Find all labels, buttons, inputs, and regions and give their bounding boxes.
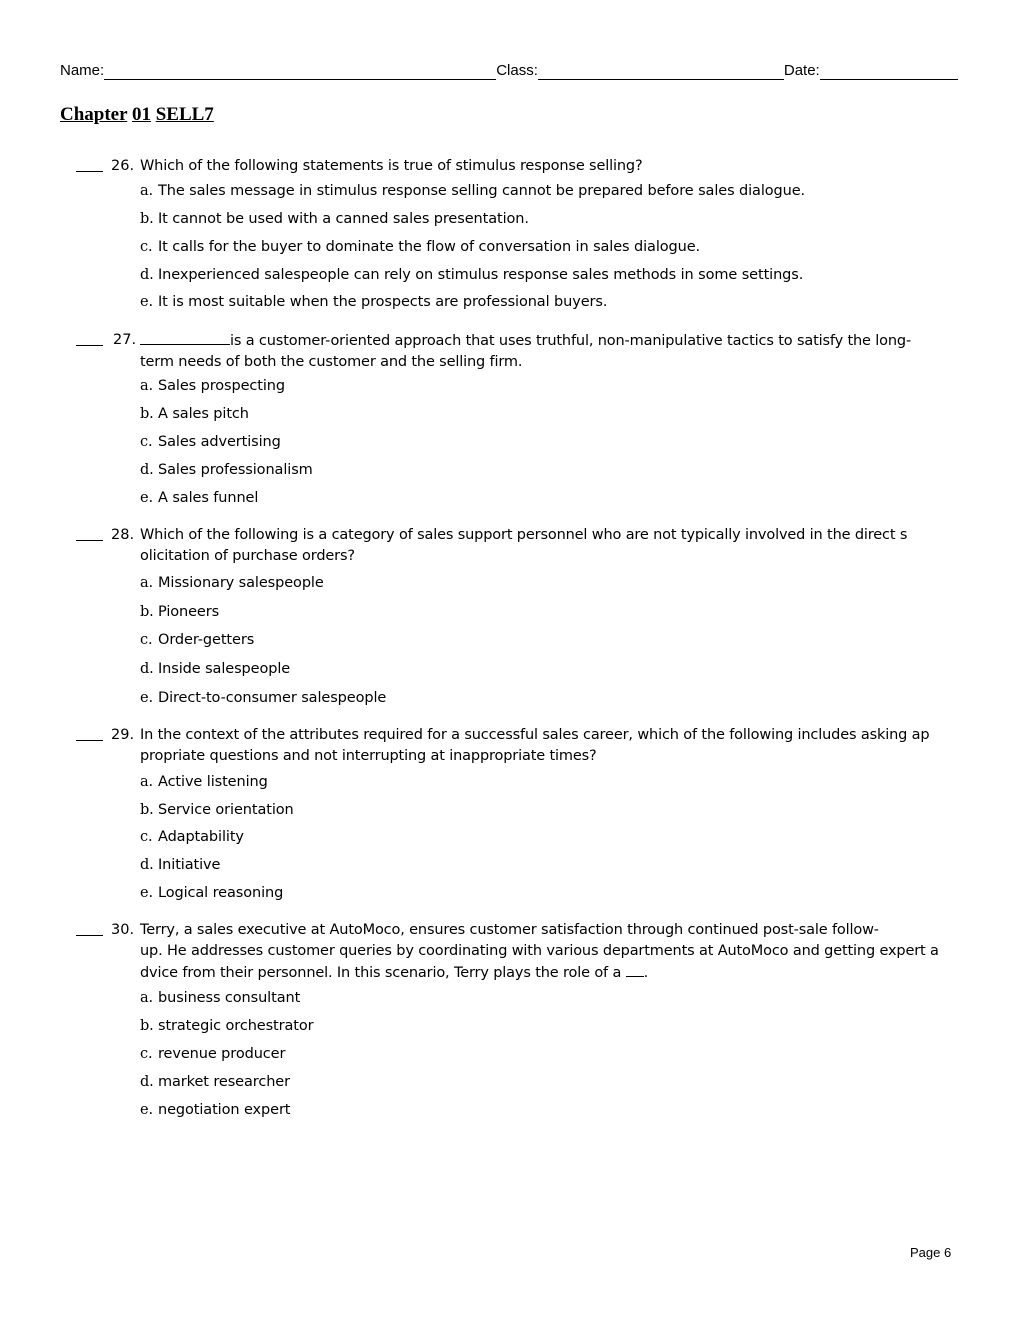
- chapter-number: 01: [131, 104, 151, 125]
- question-stem: is a customer-oriented approach that uses truthful, non-manipulative tactics to satisfy the long- term needs of both the customer and the selling firm.: [140, 330, 950, 373]
- class-field-line[interactable]: [538, 62, 784, 80]
- question-number: 29.: [111, 727, 135, 743]
- option-a: a. Active listening: [140, 774, 268, 790]
- student-info-header: [60, 60, 964, 80]
- question-stem: Terry, a sales executive at AutoMoco, ensures customer satisfaction through continued post-sale follow- up. He addresses customer queries by coordinating with various departments at AutoMoco and getting expert a dvice from their personnel. In this scenario, Terry plays the role of a .: [140, 922, 939, 981]
- page-number: Page 6: [910, 1245, 952, 1260]
- option-b: b. Service orientation: [140, 802, 294, 818]
- name-label: Name:: [60, 62, 105, 79]
- fill-in-blank: [140, 330, 230, 345]
- option-c: c. It calls for the buyer to dominate the flow of conversation in sales dialogue.: [140, 239, 701, 255]
- option-b: b. It cannot be used with a canned sales presentation.: [140, 211, 529, 227]
- answer-blank[interactable]: [76, 540, 103, 541]
- option-c: c. Adaptability: [140, 829, 244, 845]
- option-c: c. revenue producer: [140, 1046, 286, 1062]
- chapter-title: [60, 104, 214, 126]
- answer-blank[interactable]: [76, 345, 103, 346]
- question-stem: Which of the following is a category of sales support personnel who are not typically involved in the direct s olicitation of purchase orders?: [140, 527, 908, 564]
- question-number: 26.: [111, 158, 135, 174]
- fill-in-blank: [626, 962, 644, 977]
- option-d: d. Inside salespeople: [140, 661, 291, 677]
- option-e: e. A sales funnel: [140, 490, 259, 506]
- chapter-code: SELL7: [155, 104, 214, 125]
- option-d: d. Initiative: [140, 857, 221, 873]
- answer-blank[interactable]: [76, 935, 103, 936]
- option-b: b. A sales pitch: [140, 406, 249, 422]
- question-stem: Which of the following statements is true of stimulus response selling?: [140, 158, 643, 174]
- option-b: b. strategic orchestrator: [140, 1018, 314, 1034]
- option-a: a. Missionary salespeople: [140, 575, 324, 591]
- date-field-line[interactable]: [820, 62, 958, 80]
- option-e: e. negotiation expert: [140, 1102, 291, 1118]
- question-number: 28.: [111, 527, 135, 543]
- option-a: a. Sales prospecting: [140, 378, 285, 394]
- chapter-word: Chapter: [60, 104, 128, 125]
- question-number: 30.: [111, 922, 135, 938]
- option-e: e. Logical reasoning: [140, 885, 284, 901]
- class-label: Class:: [496, 62, 538, 79]
- question-stem: In the context of the attributes required for a successful sales career, which of the following includes asking ap propriate questions and not interrupting at inappropriate times?: [140, 727, 930, 764]
- option-b: b. Pioneers: [140, 604, 220, 620]
- option-a: a. business consultant: [140, 990, 301, 1006]
- option-d: d. Sales professionalism: [140, 462, 313, 478]
- option-e: e. It is most suitable when the prospects are professional buyers.: [140, 294, 608, 310]
- answer-blank[interactable]: [76, 740, 103, 741]
- question-number: 27.: [113, 332, 137, 348]
- option-e: e. Direct-to-consumer salespeople: [140, 690, 387, 706]
- option-d: d. Inexperienced salespeople can rely on stimulus response sales methods in some settings.: [140, 267, 804, 283]
- name-field-line[interactable]: [104, 62, 496, 80]
- option-d: d. market researcher: [140, 1074, 290, 1090]
- date-label: Date:: [783, 62, 820, 79]
- option-c: c. Sales advertising: [140, 434, 281, 450]
- answer-blank[interactable]: [76, 171, 103, 172]
- option-a: a. The sales message in stimulus response selling cannot be prepared before sales dialogue.: [140, 183, 806, 199]
- option-c: c. Order-getters: [140, 632, 255, 648]
